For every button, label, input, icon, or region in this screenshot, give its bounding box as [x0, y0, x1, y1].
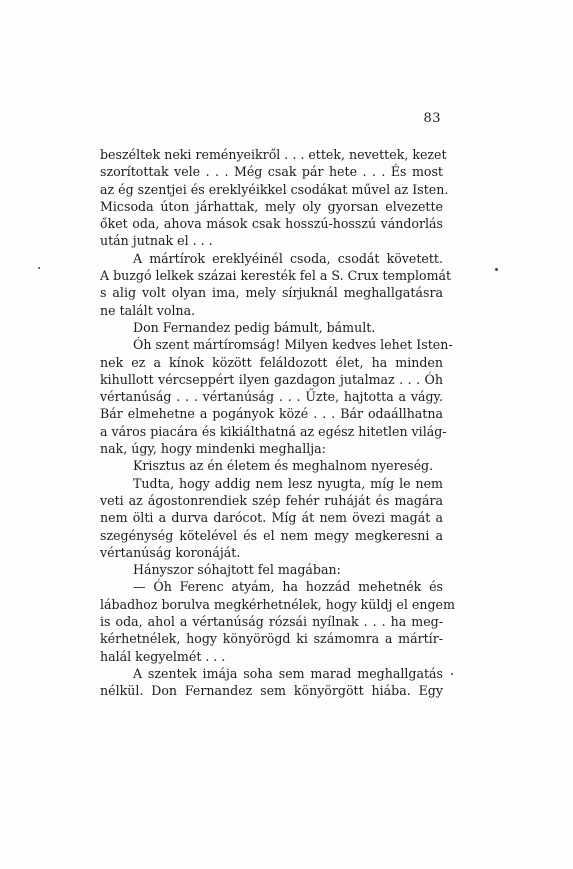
text-line: A mártírok ereklyéinél csoda, csodát követett.: [133, 250, 443, 266]
text-line: Micsoda úton járhattak, mely oly gyorsan elvezette: [100, 198, 443, 214]
text-line: szegénység kötelével és el nem megy megkeresni a: [100, 527, 443, 543]
text-line: Hányszor sóhajtott fel magában:: [133, 562, 341, 578]
text-line: s alig volt olyan ima, mely sírjuknál meghallgatásra: [100, 285, 443, 301]
text-line: nak, úgy, hogy mindenki meghallja:: [100, 441, 326, 457]
text-line: szorítottak vele . . . Még csak pár hete . . . És most: [100, 164, 443, 180]
text-line: ne talált volna.: [100, 302, 196, 318]
text-line: Óh szent mártíromság! Milyen kedves lehet Isten-: [133, 337, 453, 353]
text-line: beszéltek neki reményeikről . . . ettek, nevettek, kezet: [100, 147, 447, 162]
text-line: nek ez a kínok között feláldozott élet, ha minden: [100, 354, 443, 370]
text-line: is oda, ahol a vértanúság rózsái nyílnak . . . ha meg-: [100, 614, 443, 630]
text-line: kérhetnélek, hogy könyörögd ki számomra a mártír-: [100, 631, 443, 647]
text-line: Tudta, hogy addig nem lesz nyugta, míg le nem: [133, 475, 443, 491]
text-line: halál kegyelmét . . .: [100, 648, 226, 664]
margin-speck-right: [495, 268, 498, 271]
text-line: veti az ágostonrendiek szép fehér ruháját és magára: [100, 492, 443, 508]
text-line: után jutnak el . . .: [100, 233, 213, 249]
margin-speck-bottom-right: [451, 673, 453, 675]
text-line: — Óh Ferenc atyám, ha hozzád mehetnék és: [133, 579, 443, 595]
text-line: őket oda, ahova mások csak hosszú-hosszú vándorlás: [100, 216, 443, 232]
text-line: Don Fernandez pedig bámult, bámult.: [133, 319, 376, 335]
margin-speck-left: [38, 267, 40, 269]
text-line: a város piacára és kikiálthatná az egész hitetlen világ-: [100, 423, 447, 439]
text-line: vértanúság koronáját.: [100, 544, 241, 560]
text-line: A buzgó lelkek százai keresték fel a S. Crux templomát: [100, 268, 452, 284]
text-line: nélkül. Don Fernandez sem könyörgött hiába. Egy: [100, 683, 443, 699]
text-line: Krisztus az én életem és meghalnom nyereség.: [133, 458, 434, 474]
text-line: kihullott vércseppért ilyen gazdagon jutalmaz . . . Óh: [100, 371, 443, 387]
text-line: vértanúság . . . vértanúság . . . Űzte, hajtotta a vágy.: [100, 389, 443, 405]
text-line: nem ölti a durva darócot. Míg át nem övezi magát a: [100, 510, 443, 526]
text-line: az ég szentjei és ereklyéikkel csodákat művel az Isten.: [100, 181, 449, 197]
page-body-text: [100, 146, 455, 700]
text-line: lábadhoz borulva megkérhetnélek, hogy küldj el engem: [100, 596, 455, 612]
text-line: A szentek imája soha sem marad meghallgatás: [133, 665, 443, 681]
text-line: Bár elmehetne a pogányok közé . . . Bár odaállhatna: [100, 406, 443, 422]
page-number: 83: [423, 111, 441, 126]
